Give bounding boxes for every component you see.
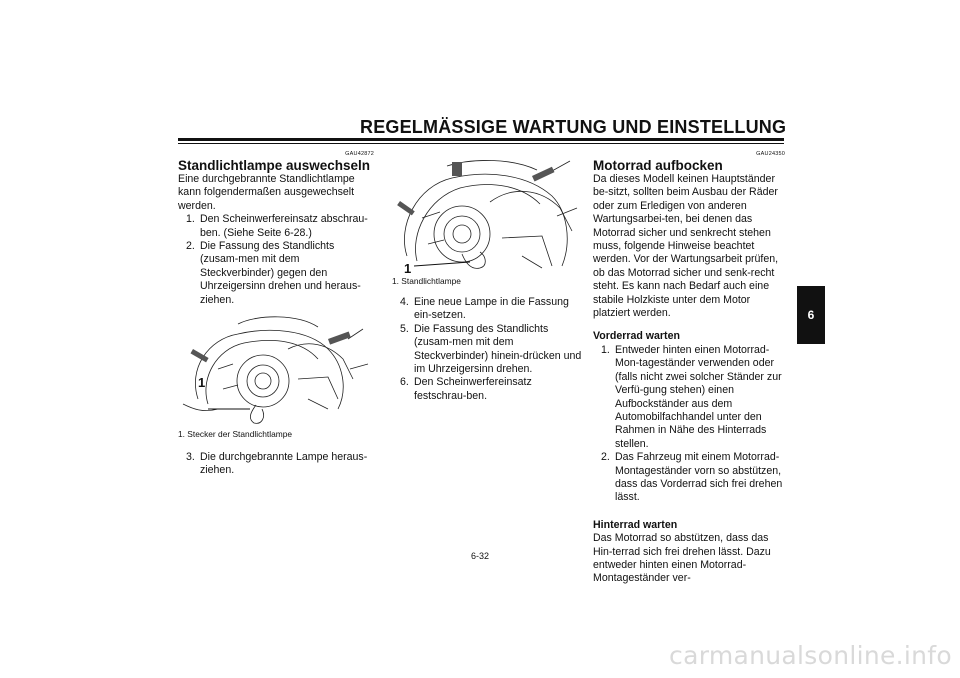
step-number: 1.	[601, 343, 610, 356]
figure-caption: 1. Stecker der Standlichtlampe	[178, 429, 293, 440]
step-item	[392, 296, 582, 323]
step-list	[178, 213, 374, 307]
step-item	[392, 323, 582, 377]
step-number: 1.	[186, 213, 195, 226]
step-text: Die Fassung des Standlichts (zusam-men mit dem Steckverbinder) hinein-drücken und im Uhrzeigersinn drehen.	[414, 322, 582, 376]
subsection-text: Das Motorrad so abstützen, dass das Hin-terrad sich frei drehen lässt. Dazu entweder hinten einen Motorrad-Montageständer ver-	[593, 532, 771, 585]
step-number: 2.	[186, 240, 195, 253]
column-right	[593, 150, 785, 586]
section-code: GAU24350	[756, 151, 785, 157]
section-title: Motorrad aufbocken	[593, 158, 723, 173]
page-title: REGELMÄSSIGE WARTUNG UND EINSTELLUNG	[360, 117, 787, 137]
section-title: Standlichtlampe auswechseln	[178, 158, 371, 173]
step-text: Den Scheinwerfereinsatz festschrau-ben.	[414, 376, 532, 402]
column-left	[178, 150, 374, 478]
section-intro: Da dieses Modell keinen Hauptständer be-sitzt, sollten beim Ausbau der Räder oder zum Erledigen von anderen Wartungsarbei-ten, bei denen das Motorrad sicher und senkrecht stehen muss, folgende Hinweise beachtet werden. Vor der Wartungsarbeit prüfen, ob das Motorrad sicher und senk-recht steht. Es kann nach Bedarf auch eine stabile Holzkiste unter dem Motor platziert werden.	[593, 173, 779, 320]
step-number: 6.	[400, 376, 409, 389]
step-list	[392, 296, 582, 403]
figure-callout: 1	[198, 375, 206, 390]
header-rule-thin	[178, 143, 784, 144]
step-number: 5.	[400, 322, 409, 335]
step-list	[593, 344, 785, 505]
page-number: 6-32	[470, 551, 489, 561]
step-list	[178, 451, 374, 478]
section-code: GAU42872	[345, 151, 374, 157]
subsection-title: Vorderrad warten	[593, 330, 680, 343]
step-text: Den Scheinwerfereinsatz abschrau-ben. (Siehe Seite 6-28.)	[200, 213, 368, 239]
chapter-tab: 6	[797, 286, 825, 344]
section-intro: Eine durchgebrannte Standlichtlampe kann folgendermaßen ausgewechselt werden.	[178, 173, 355, 212]
subsection-title: Hinterrad warten	[593, 518, 678, 531]
step-item	[593, 344, 785, 451]
step-item	[178, 451, 374, 478]
step-item	[178, 240, 374, 307]
column-middle	[392, 150, 582, 403]
step-number: 3.	[186, 451, 195, 464]
figure-caption: 1. Standlichtlampe	[392, 276, 461, 286]
step-text: Die durchgebrannte Lampe heraus-ziehen.	[200, 451, 368, 477]
step-item	[392, 376, 582, 403]
step-number: 4.	[400, 296, 409, 308]
bulb-illustration	[392, 156, 582, 280]
step-text: Eine neue Lampe in die Fassung ein-setzen.	[414, 296, 569, 322]
step-item	[178, 213, 374, 240]
step-item	[593, 451, 785, 505]
header-rule	[178, 138, 784, 141]
step-text: Die Fassung des Standlichts (zusam-men mit dem Steckverbinder) gegen den Uhrzeigersinn drehen und heraus-ziehen.	[200, 240, 361, 306]
headlight-socket-illustration	[178, 309, 374, 427]
watermark: carmanualsonline.info	[669, 641, 952, 670]
step-text: Das Fahrzeug mit einem Motorrad-Montageständer vorn so abstützen, dass das Vorderrad sich frei drehen lässt.	[615, 451, 783, 504]
step-number: 2.	[601, 451, 610, 464]
figure-callout: 1	[404, 261, 412, 276]
step-text: Entweder hinten einen Motorrad-Mon-tageständer verwenden oder (falls nicht zwei solcher Ständer zur Verfü-gung stehen) einen Aufbockständer aus dem Automobilfachhandel unter den Rahmen in Nähe des Hinterrads stellen.	[615, 343, 782, 450]
